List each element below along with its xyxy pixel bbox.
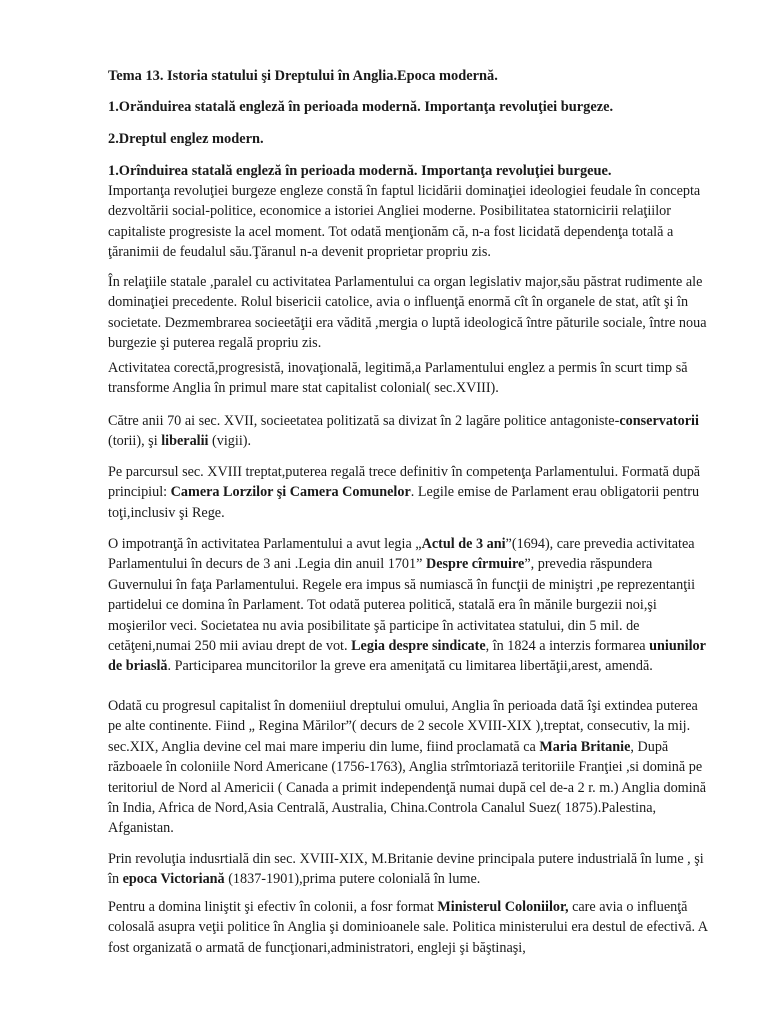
paragraph-4 bbox=[108, 411, 714, 452]
p6-text-e: ”, prevedia răspundera Guvernului în faţa Parlamentului. Regele era impus să numiască în funcţii de miniştri ,pe reprezentanţii partidelui ce domina în Parlament. Tot odată puterea politică, statală era în mănile burgezii noi,şi moşierilor veci. Societatea nu avia posibilitate şă participe în activitatea statului, din 5 mil. de cetăţeni,numai 250 mii aviau drept de vot. bbox=[108, 556, 696, 655]
paragraph-5 bbox=[108, 462, 714, 523]
p4-bold-conservatorii: conservatorii bbox=[619, 413, 699, 429]
paragraph-8 bbox=[108, 849, 714, 890]
p8-bold-epoca-victoriana: epoca Victoriană bbox=[122, 871, 225, 888]
p7-text-c: , După războaele în coloniile Nord Americane (1756-1763), Anglia strîmtoriază teritoriile Franţiei ,si domină pe teritoriul de Nord al Americii ( Canada a primit independenţă numai după cel de-a 2 r. m.) Anglia domină în India, Africa de Nord,Asia Centrală, Australia, China.Controla Canalul Suez( 1875).Palestina, Afganistan. bbox=[108, 738, 707, 837]
p6-bold-actul: Actul de 3 ani bbox=[421, 536, 506, 552]
p6-bold-legia-sindicate: Legia despre sindicate bbox=[351, 638, 486, 655]
p9-bold-ministerul: Ministerul Coloniilor, bbox=[437, 899, 569, 915]
p6-text-a: O impotranţă în activitatea Parlamentului a avut legia „ bbox=[108, 536, 422, 552]
p7-bold-maria-britanie: Maria Britanie bbox=[539, 738, 631, 755]
p4-text-e: (vigii). bbox=[208, 433, 252, 450]
p6-text-c: ”(1694), care prevedia activitatea Parlamentului în decurs de 3 ani .Legia din anuil 1701” bbox=[108, 536, 695, 573]
p5-bold-camere: Camera Lorzilor şi Camera Comunelor bbox=[170, 484, 411, 501]
p9-text-c: care avia o influenţă colosală asupra veţii politice în Anglia şi dominioanele sale. Politica ministerului era destul de efectivă. A fost organizată o armată de funcţionari,administratori, engleji şi băştinaşi, bbox=[108, 899, 708, 956]
p6-text-i: . Participarea muncitorilor la greve era ameniţată cu limitarea libertăţii,arest, amendă. bbox=[167, 658, 653, 675]
paragraph-3 bbox=[108, 358, 714, 399]
paragraph-2: În relaţiile statale ,paralel cu activitatea Parlamentului ca organ legislativ major,său păstrat rudimente ale dominaţiei precedente. Rolul bisericii catolice, avia o influenţă enormă cît în organele de stat, atît şi în societate. Dezmembrarea socieetăţii era vădită ,mergia o luptă ideologică între păturile sociale, între noua burgezie şi puterea regală propriu zis. bbox=[108, 274, 707, 352]
p8-text-c: (1837-1901),prima putere colonială în lume. bbox=[224, 871, 481, 888]
p6-bold-cirmuire: Despre cîrmuire bbox=[425, 556, 525, 573]
p5-text-c: . Legile emise de Parlament erau obligatorii pentru toţi,inclusiv şi Rege. bbox=[108, 484, 700, 521]
paragraph-3-text: Activitatea corectă,progresistă, inovaţională, legitimă,a Parlamentului englez a permis în scurt timp să transforme Anglia în primul mare stat capitalist colonial( sec.XVIII). bbox=[108, 360, 688, 397]
p8-text-a: Prin revoluţia indusrtială din sec. XVIII-XIX, M.Britanie devine principala putere industrială în lume , şi în bbox=[108, 851, 704, 888]
paragraph-9 bbox=[108, 897, 714, 958]
paragraph-1: Importanţa revoluţiei burgeze engleze constă în faptul licidării dominaţiei ideologiei feudale în concepta dezvoltării social-politice, economice a istoriei Angliei moderne. Posibilitatea statornicirii relaţiilor capitaliste progresiste la acel moment. Tot odată menţionăm că, n-a fost licidată dependenţa totală a ţăranimii de feudalul său.Ţăranul n-a devenit proprietar propriu zis. bbox=[108, 183, 701, 261]
paragraph-7 bbox=[108, 696, 714, 839]
paragraph-6 bbox=[108, 534, 714, 677]
p4-text-a: Către anii 70 ai sec. XVII, socieetatea politizată sa divizat în 2 lagăre politice antagoniste- bbox=[108, 413, 620, 429]
p4-text-c: (torii), şi bbox=[108, 433, 162, 450]
outline-item-2: 2.Dreptul englez modern. bbox=[108, 131, 264, 147]
p6-text-g: , în 1824 a interzis formarea bbox=[485, 638, 650, 655]
p5-text-a: Pe parcursul sec. XVIII treptat,puterea regală trece definitiv în competenţa Parlamentului. Formată după principiul: bbox=[108, 464, 701, 501]
document-title: Tema 13. Istoria statului şi Dreptului în Anglia.Epoca modernă. bbox=[108, 68, 498, 84]
p9-text-a: Pentru a domina liniştit şi efectiv în colonii, a fosr format bbox=[108, 899, 438, 915]
p7-text-a: Odată cu progresul capitalist în domeniiul dreptului omului, Anglia în perioada dată îşi extindea puterea pe alte continente. Fiind „ Regina Mărilor”( decurs de 2 secole XVIII-XIX ),treptat, consecutiv, la mij. sec.XIX, Anglia devine cel mai mare imperiu din lume, fiind proclamată ca bbox=[108, 698, 698, 755]
p4-bold-liberalii: liberalii bbox=[161, 433, 209, 450]
outline-item-1: 1.Orănduirea statală engleză în perioada modernă. Importanţa revoluţiei burgeze. bbox=[108, 99, 614, 115]
p6-bold-uniunilor: uniunilor de briaslă bbox=[108, 638, 706, 675]
section-heading: 1.Orînduirea statală engleză în perioada modernă. Importanţa revoluţiei burgeue. bbox=[108, 163, 612, 179]
